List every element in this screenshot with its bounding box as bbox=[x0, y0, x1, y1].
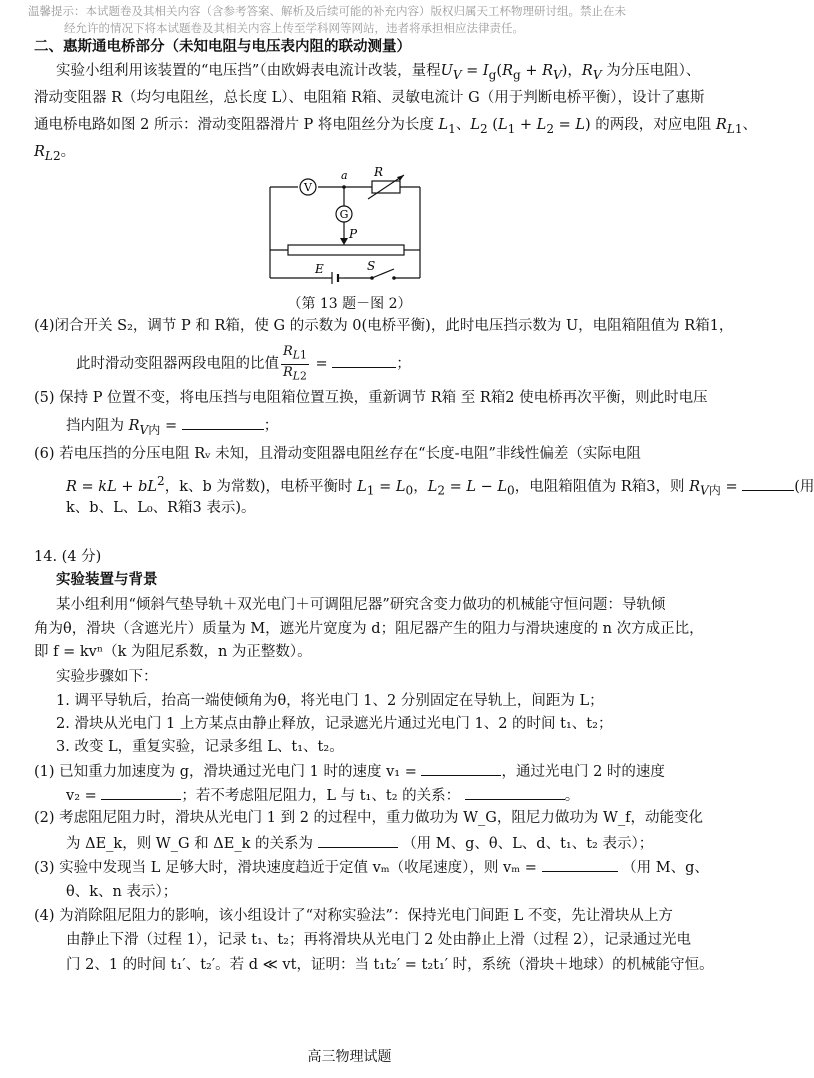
part-2-line-1: (2) 考虑阻尼阻力时，滑块从光电门 1 到 2 的过程中，重力做功为 W_G，阻尼力做功为 W_f，动能变化 bbox=[34, 810, 704, 826]
part-4-line-2: 由静止下滑（过程 1），记录 t₁、t₂；再将滑块从光电门 2 处由静止上滑（过程 2），记录通过光电 bbox=[66, 932, 691, 948]
answer-blank-v1[interactable] bbox=[421, 761, 501, 776]
question-5-line-1: (5) 保持 P 位置不变，将电压挡与电阻箱位置互换，重新调节 R箱 至 R箱2 使电桥再次平衡，则此时电压 bbox=[34, 390, 708, 406]
switch-label: S bbox=[367, 259, 376, 273]
part-1-line-2: v₂ = ；若不考虑阻尼阻力，L 与 t₁、t₂ 的关系： 。 bbox=[66, 785, 706, 806]
notice-line-1: 温馨提示：本试题卷及其相关内容（含参考答案、解析及后续可能的补充内容）版权归属天工杯物理研讨组。禁止在未 bbox=[28, 4, 626, 18]
part-3-line-1: (3) 实验中发现当 L 足够大时，滑块速度趋近于定值 vₘ（收尾速度），则 vₘ = （用 M、g、 bbox=[34, 857, 674, 878]
question-4-line-1: (4)闭合开关 S₂，调节 P 和 R箱，使 G 的示数为 0(电桥平衡)，此时电压挡示数为 U，电阻箱阻值为 R箱1， bbox=[34, 318, 734, 334]
answer-blank-vm[interactable] bbox=[542, 857, 618, 872]
copyright-notice bbox=[28, 3, 678, 37]
background-line-2: 角为θ，滑块（含遮光片）质量为 M，遮光片宽度为 d；阻尼器产生的阻力与滑块速度的 n 次方成正比， bbox=[34, 621, 704, 637]
node-a-label: a bbox=[341, 169, 348, 182]
background-line-1: 某小组利用“倾斜气垫导轨＋双光电门＋可调阻尼器”研究含变力做功的机械能守恒问题：导轨倾 bbox=[56, 597, 666, 613]
notice-line-2: 经允许的情况下将本试题卷及其相关内容上传至学科网等网站，违者将承担相应法律责任。 bbox=[64, 21, 524, 35]
slider-label: P bbox=[349, 227, 358, 241]
page-footer: 高三物理试题 bbox=[307, 1049, 392, 1065]
intro-line-3: 通电桥电路如图 2 所示：滑动变阻器滑片 P 将电阻丝分为长度 $L_1$、$L_2$ $(L_1 + L_2 = L)$ 的两段，对应电阻 $R_{L1}$、 bbox=[34, 117, 758, 136]
battery-label: E bbox=[315, 262, 324, 276]
step-2: 2. 滑块从光电门 1 上方某点由静止释放，记录遮光片通过光电门 1、2 的时间 t₁、t₂； bbox=[56, 716, 613, 732]
resistance-box-label: R bbox=[374, 165, 384, 179]
question-6-line-3: k、b、L、L₀、R箱3 表示)。 bbox=[66, 500, 256, 516]
part-4-line-3: 门 2、1 的时间 t₁′、t₂′。若 d ≪ vt，证明：当 t₁t₂′ = t₂t₁′ 时，系统（滑块＋地球）的机械能守恒。 bbox=[66, 957, 714, 973]
slider-arrow bbox=[340, 238, 348, 245]
part-4-line-1: (4) 为消除阻尼阻力的影响，该小组设计了“对称实验法”：保持光电门间距 L 不变，先让滑块从上方 bbox=[34, 908, 673, 924]
question-4-line-2: 此时滑动变阻器两段电阻的比值 $\frac{R_{L1}}{R_{L2}}$ = ； bbox=[76, 344, 411, 383]
section-heading: 二、惠斯通电桥部分（未知电阻与电压表内阻的联动测量） bbox=[34, 39, 411, 55]
circuit-diagram bbox=[260, 165, 440, 290]
rheostat-symbol bbox=[288, 245, 404, 255]
answer-blank-6[interactable] bbox=[742, 476, 794, 491]
step-3: 3. 改变 L，重复实验，记录多组 L、t₁、t₂。 bbox=[56, 739, 344, 755]
steps-title: 实验步骤如下： bbox=[56, 669, 158, 685]
answer-blank-v2[interactable] bbox=[101, 785, 181, 800]
node-a-dot bbox=[342, 185, 346, 189]
ratio-fraction: $\frac{R_{L1}}{R_{L2}}$ bbox=[283, 344, 307, 383]
question-14-heading: 实验装置与背景 bbox=[56, 572, 158, 588]
voltmeter-label: V bbox=[304, 181, 312, 194]
question-6-line-1: (6) 若电压挡的分压电阻 Rᵥ 未知，且滑动变阻器电阻丝存在“长度-电阻”非线性偏差（实际电阻 bbox=[34, 446, 641, 462]
intro-line-1: 实验小组利用该装置的“电压挡”（由欧姆表电流计改装，量程$U_V = I_g(R_g + R_V)$，$R_V$ 为分压电阻）、 bbox=[56, 63, 701, 82]
question-6-line-2: R = kL + $bL^2$，k、b 为常数)，电桥平衡时 $L_1 = L_0$，$L_2 = L - L_0$，电阻箱阻值为 R箱3，则 $R_{V内}$ = (用 bbox=[66, 474, 814, 498]
part-2-line-2: 为 ΔE_k，则 W_G 和 ΔE_k 的关系为 （用 M、g、θ、L、d、t₁、t₂ 表示）； bbox=[66, 833, 706, 854]
step-1: 1. 调平导轨后，抬高一端使倾角为θ，将光电门 1、2 分别固定在导轨上，间距为 L； bbox=[56, 693, 604, 709]
answer-blank-relation[interactable] bbox=[465, 785, 565, 800]
question-5-line-2: 挡内阻为 $R_{V内}$ = ； bbox=[66, 415, 706, 440]
question-14-number: 14. (4 分) bbox=[34, 549, 102, 565]
switch-blade bbox=[372, 269, 394, 278]
answer-blank-energy[interactable] bbox=[318, 833, 398, 848]
galvanometer-label: G bbox=[339, 208, 349, 221]
intro-line-2: 滑动变阻器 R（均匀电阻丝，总长度 L）、电阻箱 R箱、灵敏电流计 G（用于判断电桥平衡），设计了惠斯 bbox=[34, 90, 705, 106]
part-3-line-2: θ、k、n 表示）； bbox=[66, 884, 178, 900]
answer-blank-4[interactable] bbox=[332, 353, 396, 368]
part-1-line-1: (1) 已知重力加速度为 g，滑块通过光电门 1 时的速度 v₁ = ，通过光电门 2 时的速度 bbox=[34, 761, 674, 782]
answer-blank-5[interactable] bbox=[182, 415, 264, 430]
intro-line-4: $R_{L2}$。 bbox=[34, 144, 76, 163]
figure-caption: （第 13 题－图 2） bbox=[287, 296, 412, 312]
background-line-3: 即 f = kvⁿ（k 为阻尼系数，n 为正整数）。 bbox=[34, 644, 312, 660]
